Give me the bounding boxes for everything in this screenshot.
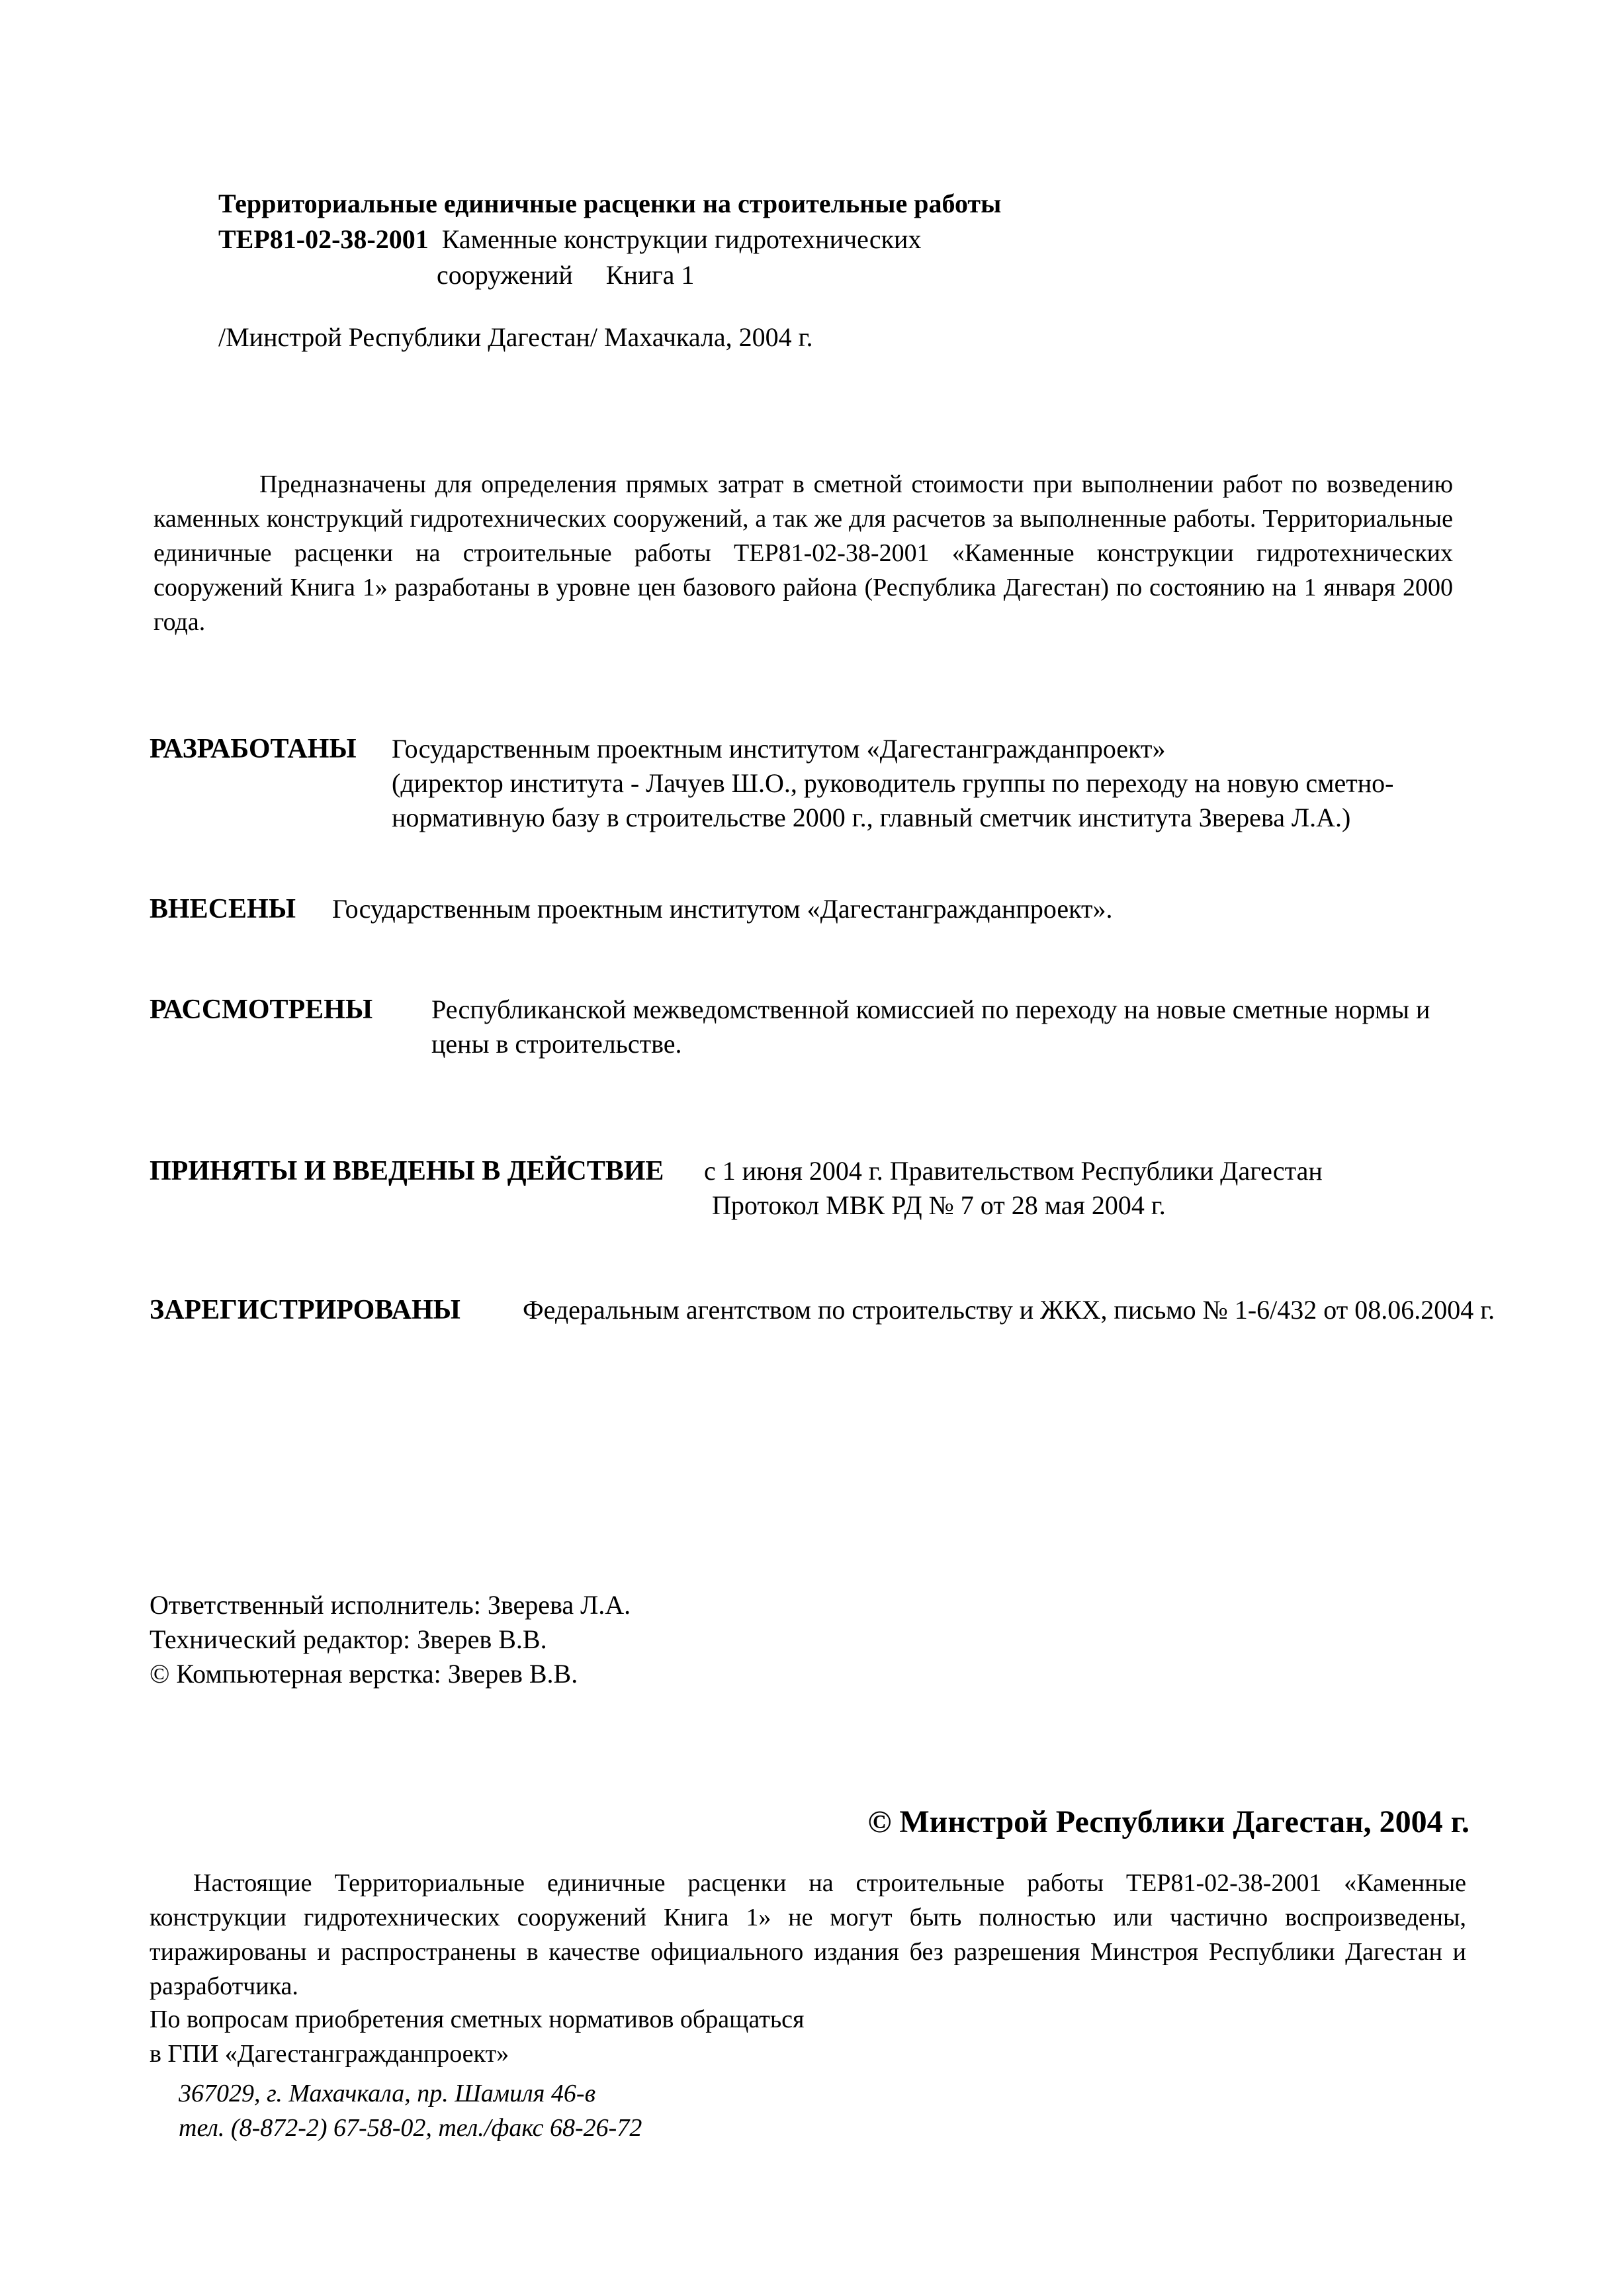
document-subject-line1: Каменные конструкции гидротехнических (441, 224, 922, 254)
credit-editor: Технический редактор: Зверев В.В. (150, 1624, 547, 1654)
razrabotany-line1: Государственным проектным институтом «Дагестангражданпроект» (392, 734, 1166, 764)
credits-block (150, 1588, 631, 1691)
document-publisher: /Минстрой Республики Дагестан/ Махачкала, 2004 г. (218, 322, 813, 352)
prinyaty-line1: с 1 июня 2004 г. Правительством Республики Дагестан (704, 1156, 1323, 1186)
document-book: Книга 1 (605, 260, 695, 290)
razrabotany-line2: (директор института - Лачуев Ш.О., руководитель группы по переходу на новую сметно- (392, 768, 1394, 798)
document-title: Территориальные единичные расценки на строительные работы (218, 189, 1002, 218)
purpose-text: Предназначены для определения прямых затрат в сметной стоимости при выполнении работ по возведению каменных конструкций гидротехнических сооружений, а так же для расчетов за выполненные работы. Территориальные единичные расценки на строительные работы ТЕР81-02-38-2001 «Каменные конструкции гидротехнических сооружений Книга 1» разработаны в уровне цен базового района (Республика Дагестан) по состоянию на 1 января 2000 года. (154, 470, 1453, 636)
contact-phones: тел. (8-872-2) 67-58-02, тел./факс 68-26-72 (179, 2114, 642, 2142)
document-subject-line2: сооружений (437, 260, 573, 290)
document-code-line (218, 222, 921, 257)
razrabotany-value (392, 732, 1450, 835)
contact-address-block (179, 2076, 642, 2145)
razrabotany-label: РАЗРАБОТАНЫ (150, 734, 357, 764)
prinyaty-label: ПРИНЯТЫ И ВВЕДЕНЫ В ДЕЙСТВИЕ (150, 1156, 664, 1186)
rassmotreny-value: Республиканской межведомственной комиссией по переходу на новые сметные нормы и цены в строительстве. (431, 994, 1430, 1059)
rassmotreny-label: РАССМОТРЕНЫ (150, 994, 373, 1025)
contact-address: 367029, г. Махачкала, пр. Шамиля 46-в (179, 2080, 596, 2107)
credit-responsible: Ответственный исполнитель: Зверева Л.А. (150, 1590, 631, 1620)
document-subject-line2-row (437, 258, 694, 292)
document-code: ТЕР81-02-38-2001 (218, 224, 429, 254)
copyright-notice: © Минстрой Республики Дагестан, 2004 г. (867, 1804, 1469, 1839)
contact-line1: По вопросам приобретения сметных нормативов обращаться (150, 2006, 805, 2033)
contact-intro (150, 2002, 805, 2071)
purpose-paragraph (154, 467, 1453, 639)
reproduction-notice (150, 1866, 1466, 2004)
vneseny-label: ВНЕСЕНЫ (150, 894, 296, 924)
zaregistrirovany-value: Федеральным агентством по строительству и ЖКХ, письмо № 1-6/432 от 08.06.2004 г. (523, 1295, 1495, 1325)
razrabotany-line3: нормативную базу в строительстве 2000 г., главный сметчик института Зверева Л.А.) (392, 803, 1351, 832)
zaregistrirovany-label: ЗАРЕГИСТРИРОВАНЫ (150, 1295, 461, 1325)
prinyaty-value (704, 1154, 1323, 1223)
vneseny-value: Государственным проектным институтом «Дагестангражданпроект». (332, 894, 1113, 924)
reproduction-notice-text: Настоящие Территориальные единичные расценки на строительные работы ТЕР81-02-38-2001 «Каменные конструкции гидротехнических сооружений Книга 1» не могут быть полностью или частично воспроизведены, тиражированы и распространены в качестве официального издания без разрешения Минстроя Республики Дагестан и разработчика. (150, 1869, 1466, 2000)
contact-line2: в ГПИ «Дагестангражданпроект» (150, 2040, 509, 2068)
credit-layout: © Компьютерная верстка: Зверев В.В. (150, 1659, 578, 1689)
prinyaty-line2: Протокол МВК РД № 7 от 28 мая 2004 г. (712, 1190, 1166, 1220)
